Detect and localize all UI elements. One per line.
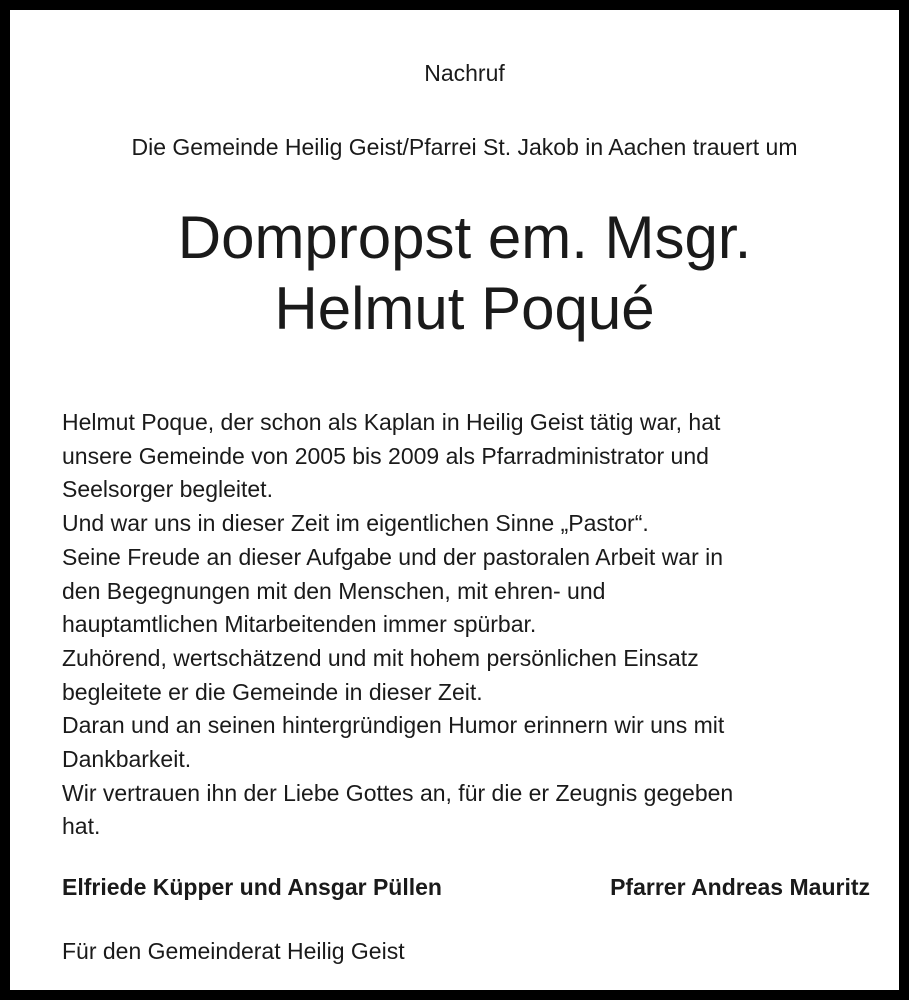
body-line: unsere Gemeinde von 2005 bis 2009 als Pfarradministrator und — [62, 442, 709, 469]
deceased-name — [10, 202, 909, 344]
body-line: Helmut Poque, der schon als Kaplan in Heilig Geist tätig war, hat — [62, 409, 721, 435]
body-line: Zuhörend, wertschätzend und mit hohem persönlichen Einsatz — [62, 644, 699, 671]
notice-footer: Für den Gemeinderat Heilig Geist — [62, 938, 405, 964]
notice-body — [62, 406, 882, 844]
body-line: den Begegnungen mit den Menschen, mit ehren- und — [62, 577, 606, 604]
body-line: hauptamtlichen Mitarbeitenden immer spürbar. — [62, 611, 537, 638]
body-line: Und war uns in dieser Zeit im eigentlichen Sinne „Pastor“. — [62, 510, 649, 537]
signature-left: Elfriede Küpper und Ansgar Püllen — [62, 874, 442, 900]
body-line: Wir vertrauen ihn der Liebe Gottes an, für die er Zeugnis gegeben — [62, 779, 734, 806]
signature-right: Pfarrer Andreas Mauritz — [610, 874, 870, 900]
body-line: Dankbarkeit. — [62, 746, 192, 773]
body-line: Seine Freude an dieser Aufgabe und der pastoralen Arbeit war in — [62, 543, 724, 570]
deceased-title-line: Dompropst em. Msgr. — [177, 204, 752, 271]
deceased-name-line: Helmut Poqué — [274, 275, 655, 342]
body-line: hat. — [62, 813, 101, 840]
body-line: begleitete er die Gemeinde in dieser Zeit. — [62, 678, 483, 705]
signatures — [62, 872, 870, 902]
body-line: Seelsorger begleitet. — [62, 476, 273, 503]
body-line: Daran und an seinen hintergründigen Humor erinnern wir uns mit — [62, 712, 725, 739]
notice-intro: Die Gemeinde Heilig Geist/Pfarrei St. Jakob in Aachen trauert um — [131, 134, 798, 160]
notice-heading: Nachruf — [424, 60, 505, 86]
